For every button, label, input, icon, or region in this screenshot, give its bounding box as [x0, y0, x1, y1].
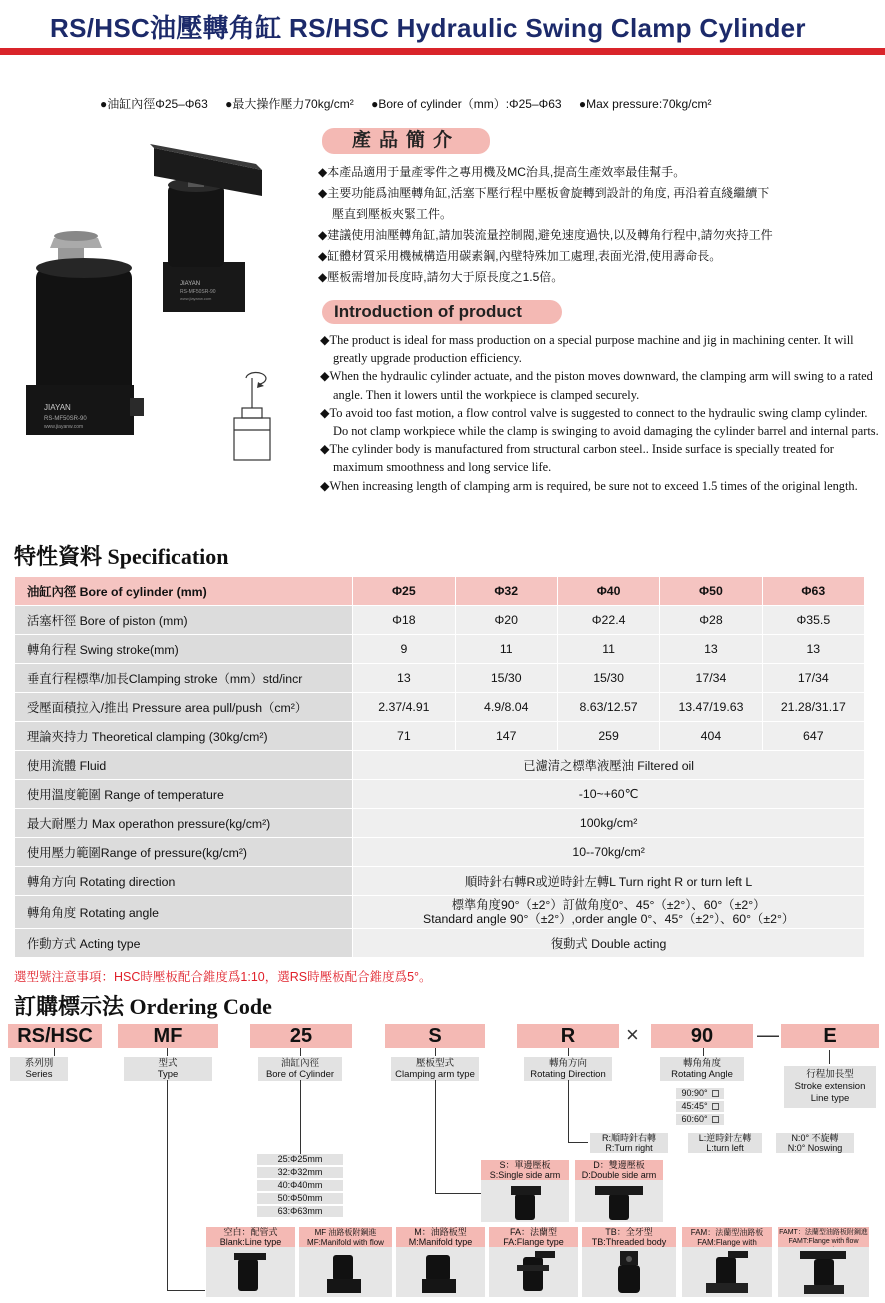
- intro-en-item: ◆When the hydraulic cylinder actuate, and the piston moves downward, the clamping arm will swing to a rated angle. Then it lowers until the workpiece is clamped securely.: [320, 369, 873, 402]
- summary-bore-en: ●Bore of cylinder（mm）:Φ25–Φ63: [371, 97, 562, 111]
- direction-option: R:順時針右轉 R:Turn right: [590, 1133, 668, 1153]
- row-label: 理論夾持力 Theoretical clamping (30kg/cm²): [15, 722, 353, 751]
- row-label: 使用溫度範圍 Range of temperature: [15, 780, 353, 809]
- row-label: 受壓面積拉入/推出 Pressure area pull/push（cm²）: [15, 693, 353, 722]
- intro-cn-list: [318, 162, 885, 288]
- table-row: [15, 929, 865, 958]
- row-label: 轉角方向 Rotating direction: [15, 867, 353, 896]
- manifold-type-image: [396, 1247, 485, 1297]
- svg-text:JIAYAN: JIAYAN: [44, 403, 71, 412]
- row-label: 活塞杆徑 Bore of piston (mm): [15, 606, 353, 635]
- cell: 13.47/19.63: [660, 693, 762, 722]
- cell: 147: [455, 722, 557, 751]
- direction-option: N:0° 不旋轉 N:0° Noswing: [776, 1133, 854, 1153]
- cell: 8.63/12.57: [557, 693, 659, 722]
- row-label: 轉角行程 Swing stroke(mm): [15, 635, 353, 664]
- cell: 17/34: [762, 664, 864, 693]
- selection-note: 選型號注意事項：HSC時壓板配合錐度爲1:10，選RS時壓板配合錐度爲5°。: [14, 970, 432, 984]
- cell: 11: [557, 635, 659, 664]
- checkbox-icon: [712, 1090, 719, 1097]
- cell: 4.9/8.04: [455, 693, 557, 722]
- intro-en-item: ◆The cylinder body is manufactured from structural carbon steel.. Inside surface is specially treated for maximum smoothness and long service life.: [320, 442, 834, 475]
- code-angle: 90: [651, 1024, 753, 1048]
- threaded-body-image: [582, 1247, 676, 1297]
- intro-cn-item: ◆本產品適用于量產零件之專用機及MC治具,提高生產效率最佳幫手。: [318, 165, 686, 179]
- flange-type-image: [489, 1247, 578, 1297]
- flange-flow-image: [778, 1247, 869, 1297]
- code-type: MF: [118, 1024, 218, 1048]
- code-direction: R: [517, 1024, 619, 1048]
- intro-en-item: ◆When increasing length of clamping arm is required, be sure not to exceed 1.5 times of the original length.: [320, 478, 858, 493]
- bore-label: 油缸內徑 Bore of Cylinder: [258, 1057, 342, 1081]
- bore-option: 25:Φ25mm: [257, 1154, 343, 1165]
- cell: 已濾清之標準液壓油 Filtered oil: [353, 751, 865, 780]
- title-underline: [0, 48, 885, 55]
- table-row: [15, 896, 865, 929]
- table-row: [15, 838, 865, 867]
- cell: 647: [762, 722, 864, 751]
- cell: -10~+60℃: [353, 780, 865, 809]
- code-arm: S: [385, 1024, 485, 1048]
- intro-en-list: [320, 331, 880, 495]
- connector-arrow: [829, 1050, 830, 1064]
- svg-text:RS-MF50SR-90: RS-MF50SR-90: [180, 289, 216, 295]
- spec-header-label: 油缸內徑 Bore of cylinder (mm): [15, 577, 353, 606]
- arm-option-double: D：雙邊壓板 D:Double side arm: [575, 1160, 663, 1180]
- arm-option-single: S：單邊壓板 S:Single side arm: [481, 1160, 569, 1180]
- angle-line-cn: 標準角度90°（±2°）訂做角度0°、45°（±2°）、60°（±2°）: [451, 898, 766, 912]
- spec-header-cell: Φ32: [455, 577, 557, 606]
- connector-line: [703, 1048, 704, 1056]
- cell: 100kg/cm²: [353, 809, 865, 838]
- cell: 21.28/31.17: [762, 693, 864, 722]
- table-row: [15, 693, 865, 722]
- connector-line: [167, 1290, 205, 1291]
- table-row: [15, 867, 865, 896]
- spec-header-row: [15, 577, 865, 606]
- angle-option: 45:45°: [676, 1101, 724, 1112]
- times-sign: ×: [626, 1022, 639, 1047]
- connector-line: [300, 1080, 301, 1154]
- angle-option: 90:90°: [676, 1088, 724, 1099]
- connector-line: [167, 1048, 168, 1056]
- page-title: RS/HSC油壓轉角缸 RS/HSC Hydraulic Swing Clamp Cylinder: [50, 13, 806, 43]
- dash-sign: —: [757, 1022, 779, 1047]
- single-arm-image: [481, 1180, 569, 1222]
- cell: 17/34: [660, 664, 762, 693]
- table-row: [15, 606, 865, 635]
- checkbox-icon: [712, 1116, 719, 1123]
- row-label: 垂直行程標準/加長Clamping stroke（mm）std/incr: [15, 664, 353, 693]
- table-row: [15, 751, 865, 780]
- cell: 259: [557, 722, 659, 751]
- code-series: RS/HSC: [8, 1024, 102, 1048]
- angle-option: 60:60°: [676, 1114, 724, 1125]
- connector-line: [167, 1080, 168, 1290]
- type-option: FAMT：法蘭型油路板附鋼進 FAMT:Flange with flow: [779, 1229, 868, 1245]
- intro-en-heading: Introduction of product: [322, 300, 562, 324]
- intro-cn-item: ◆壓板需增加長度時,請勿大于原長度之1.5倍。: [318, 270, 564, 284]
- summary-line: [100, 95, 726, 112]
- direction-label: 轉角方向 Rotating Direction: [524, 1057, 612, 1081]
- cell: Φ35.5: [762, 606, 864, 635]
- double-arm-image: [575, 1180, 663, 1222]
- type-option: MF 油路板附鋼進 MF:Manifold with flow: [299, 1227, 392, 1247]
- angle-label: 轉角角度 Rotating Angle: [660, 1057, 744, 1081]
- cell: 404: [660, 722, 762, 751]
- connector-line: [54, 1048, 55, 1056]
- cell: 10--70kg/cm²: [353, 838, 865, 867]
- cell: 9: [353, 635, 455, 664]
- row-label: 轉角角度 Rotating angle: [15, 896, 353, 929]
- row-label: 使用壓力範圍Range of pressure(kg/cm²): [15, 838, 353, 867]
- line-type-image: [206, 1247, 295, 1297]
- connector-line: [568, 1048, 569, 1056]
- table-row: [15, 780, 865, 809]
- connector-line: [300, 1048, 301, 1056]
- spec-table: [14, 576, 865, 958]
- cell: [353, 896, 865, 929]
- table-row: [15, 722, 865, 751]
- type-option: M：油路板型 M:Manifold type: [396, 1227, 485, 1247]
- cell: 15/30: [557, 664, 659, 693]
- manifold-flow-image: [299, 1247, 392, 1297]
- cell: Φ20: [455, 606, 557, 635]
- bore-option: 32:Φ32mm: [257, 1167, 343, 1178]
- spec-header-cell: Φ50: [660, 577, 762, 606]
- cylinder-symbol-diagram: [228, 364, 278, 464]
- type-label: 型式 Type: [124, 1057, 212, 1081]
- spec-header-cell: Φ40: [557, 577, 659, 606]
- cell: 復動式 Double acting: [353, 929, 865, 958]
- row-label: 作動方式 Acting type: [15, 929, 353, 958]
- intro-cn-item: ◆建議使用油壓轉角缸,請加裝流量控制閥,避免速度過快,以及轉角行程中,請勿夾持工件: [318, 228, 773, 242]
- cell: 13: [660, 635, 762, 664]
- bore-option: 63:Φ63mm: [257, 1206, 343, 1217]
- spec-header-cell: Φ63: [762, 577, 864, 606]
- checkbox-icon: [712, 1103, 719, 1110]
- intro-cn-heading: 產品簡介: [322, 128, 490, 154]
- connector-line: [435, 1193, 481, 1194]
- intro-cn-item: ◆主要功能爲油壓轉角缸,活塞下壓行程中壓板會旋轉到設計的角度, 再沿着直綫繼續下: [318, 186, 770, 200]
- intro-en-item: ◆The product is ideal for mass production on a special purpose machine and jig in machining center. It will greatly upgrade production efficiency.: [320, 333, 854, 366]
- type-option: FA：法蘭型 FA:Flange type: [489, 1227, 578, 1247]
- stroke-label: 行程加長型 Stroke extension Line type: [784, 1066, 876, 1108]
- direction-option: L:逆時針左轉 L:turn left: [688, 1133, 762, 1153]
- cell: 13: [762, 635, 864, 664]
- summary-bore-cn: ●油缸內徑Φ25–Φ63: [100, 97, 208, 111]
- code-bore: 25: [250, 1024, 352, 1048]
- cell: 2.37/4.91: [353, 693, 455, 722]
- cell: 順時針右轉R或逆時針左轉L Turn right R or turn left L: [353, 867, 865, 896]
- cell: Φ18: [353, 606, 455, 635]
- svg-text:RS-MF50SR-90: RS-MF50SR-90: [44, 416, 87, 422]
- type-option: 空白：配管式 Blank:Line type: [206, 1227, 295, 1247]
- code-stroke: E: [781, 1024, 879, 1048]
- connector-line: [435, 1048, 436, 1056]
- ordering-heading: 訂購標示法 Ordering Code: [14, 994, 272, 1019]
- row-label: 最大耐壓力 Max operathon pressure(kg/cm²): [15, 809, 353, 838]
- connector-line: [435, 1080, 436, 1193]
- cell: Φ22.4: [557, 606, 659, 635]
- intro-cn-item: ◆缸體材質采用機械構造用碳素鋼,內壁特殊加工處理,表面光滑,使用壽命長。: [318, 249, 722, 263]
- cell: Φ28: [660, 606, 762, 635]
- summary-pressure-cn: ●最大操作壓力70kg/cm²: [225, 97, 354, 111]
- cell: 11: [455, 635, 557, 664]
- flange-manifold-image: [682, 1247, 772, 1297]
- svg-text:www.jiayanw.com: www.jiayanw.com: [180, 296, 212, 301]
- type-option: FAM：法蘭型油路板 FAM:Flange with: [682, 1227, 772, 1247]
- table-row: [15, 809, 865, 838]
- spec-header-cell: Φ25: [353, 577, 455, 606]
- table-row: [15, 635, 865, 664]
- cell: 15/30: [455, 664, 557, 693]
- connector-line: [568, 1142, 588, 1143]
- type-option: TB：全牙型 TB:Threaded body: [582, 1227, 676, 1247]
- bore-option: 40:Φ40mm: [257, 1180, 343, 1191]
- intro-cn-item: 壓直到壓板夾緊工件。: [332, 207, 453, 221]
- cell: 13: [353, 664, 455, 693]
- row-label: 使用流體 Fluid: [15, 751, 353, 780]
- table-row: [15, 664, 865, 693]
- svg-text:www.jiayanw.com: www.jiayanw.com: [44, 424, 84, 430]
- arm-label: 壓板型式 Clamping arm type: [391, 1057, 479, 1081]
- bore-option: 50:Φ50mm: [257, 1193, 343, 1204]
- svg-text:JIAYAN: JIAYAN: [180, 281, 201, 287]
- connector-line: [568, 1080, 569, 1142]
- intro-en-item: ◆To avoid too fast motion, a flow control valve is suggested to connect to the hydraulic swing clamp cylinder. Do not clamp workpiece while the clamp is swinging to avoid damaging the cylinder barrel and internal parts.: [320, 405, 879, 439]
- cell: 71: [353, 722, 455, 751]
- angle-line-en: Standard angle 90°（±2°）,order angle 0°、45°（±2°）、60°（±2°）: [423, 912, 795, 926]
- spec-heading: 特性資料 Specification: [14, 544, 229, 569]
- summary-pressure-en: ●Max pressure:70kg/cm²: [578, 97, 712, 111]
- series-label: 系列別 Series: [10, 1057, 68, 1081]
